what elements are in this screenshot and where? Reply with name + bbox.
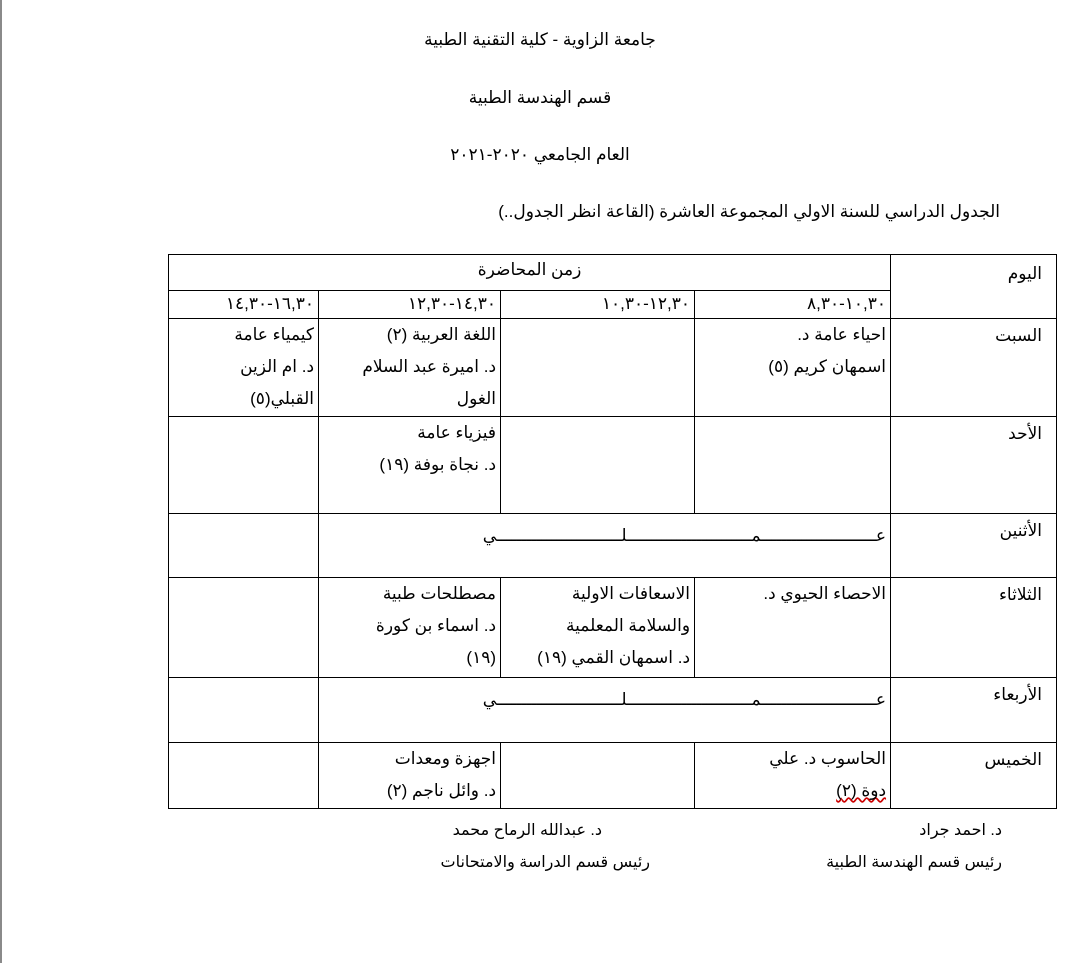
time-slot: ١٢,٣٠-١٠,٣٠ [501,291,695,319]
cell-line: اسمهان كريم (٥) [768,357,887,376]
cell-line: اللغة العربية (٢) [386,325,497,344]
schedule-cell [319,319,501,417]
day-cell: الثلاثاء [891,578,1057,678]
cell-line: د. اسماء بن كورة [375,616,497,635]
row-tuesday [169,578,1057,678]
schedule-cell [169,417,319,514]
row-saturday [169,319,1057,417]
time-slot: ١٦,٣٠-١٤,٣٠ [169,291,319,319]
day-cell: السبت [891,319,1057,417]
schedule-cell [319,417,501,514]
cell-line: د. اميرة عبد السلام [362,357,497,376]
schedule-cell [169,743,319,809]
schedule-cell [695,743,891,809]
header-row [169,255,1057,291]
signature-left-title: رئيس قسم الهندسة الطبية [826,854,1002,871]
cell-line: د. اسمهان القمي (١٩) [537,648,691,667]
time-header: زمن المحاضرة [169,255,891,291]
day-cell: الأحد [891,417,1057,514]
schedule-cell [169,319,319,417]
university-name: جامعة الزاوية - كلية التقنية الطبية [424,30,656,49]
time-slot: ١٤,٣٠-١٢,٣٠ [319,291,501,319]
cell-line: د. ام الزين [240,357,315,376]
practical-span: عـــــــــــــــــــــــمـــــــــــــــــــــــــلـــــــــــــــــــــــــي [319,514,891,578]
cell-line: دوة (٢) [836,781,887,800]
cell-line: د. وائل ناجم (٢) [386,781,497,800]
cell-line: كيمياء عامة [234,325,315,344]
schedule-cell [501,578,695,678]
schedule-cell [319,743,501,809]
schedule-cell [695,417,891,514]
signature-right-title: رئيس قسم الدراسة والامتحانات [440,854,650,871]
day-cell: الخميس [891,743,1057,809]
day-cell: الأربعاء [891,678,1057,743]
cell-line: فيزياء عامة [417,423,497,442]
department-name: قسم الهندسة الطبية [468,88,612,107]
cell-line: والسلامة المعلمية [566,616,691,635]
row-wednesday [169,678,1057,743]
schedule-cell [695,319,891,417]
cell-line: اجهزة ومعدات [394,749,497,768]
signature-right-name: د. عبدالله الرماح محمد [452,822,602,839]
schedule-cell [501,319,695,417]
cell-line: الحاسوب د. علي [769,749,887,768]
cell-line: القبلي(٥) [250,389,315,408]
day-header: اليوم [891,255,1057,319]
row-sunday [169,417,1057,514]
practical-span: عـــــــــــــــــــــــمـــــــــــــــــــــــــلـــــــــــــــــــــــــي [319,678,891,743]
row-monday [169,514,1057,578]
schedule-cell [169,578,319,678]
schedule-title: الجدول الدراسي للسنة الاولي المجموعة العاشرة (القاعة انظر الجدول..) [498,202,1000,221]
cell-line: الغول [456,389,497,408]
schedule-cell [169,678,319,743]
schedule-cell [695,578,891,678]
schedule-cell [501,417,695,514]
schedule-cell [501,743,695,809]
schedule-cell [169,514,319,578]
row-thursday [169,743,1057,809]
signature-left-name: د. احمد جراد [919,822,1002,839]
cell-line: (١٩) [466,648,497,667]
time-slot: ١٠,٣٠-٨,٣٠ [695,291,891,319]
cell-line: مصطلحات طبية [382,584,497,603]
cell-line: الاسعافات الاولية [571,584,691,603]
cell-line: الاحصاء الحيوي د. [763,584,887,603]
cell-line: د. نجاة بوفة (١٩) [379,455,497,474]
schedule-cell [319,578,501,678]
day-cell: الأثنين [891,514,1057,578]
cell-line: احياء عامة د. [797,325,887,344]
academic-year: العام الجامعي ٢٠٢٠-٢٠٢١ [450,145,630,164]
schedule-table [168,254,1057,809]
